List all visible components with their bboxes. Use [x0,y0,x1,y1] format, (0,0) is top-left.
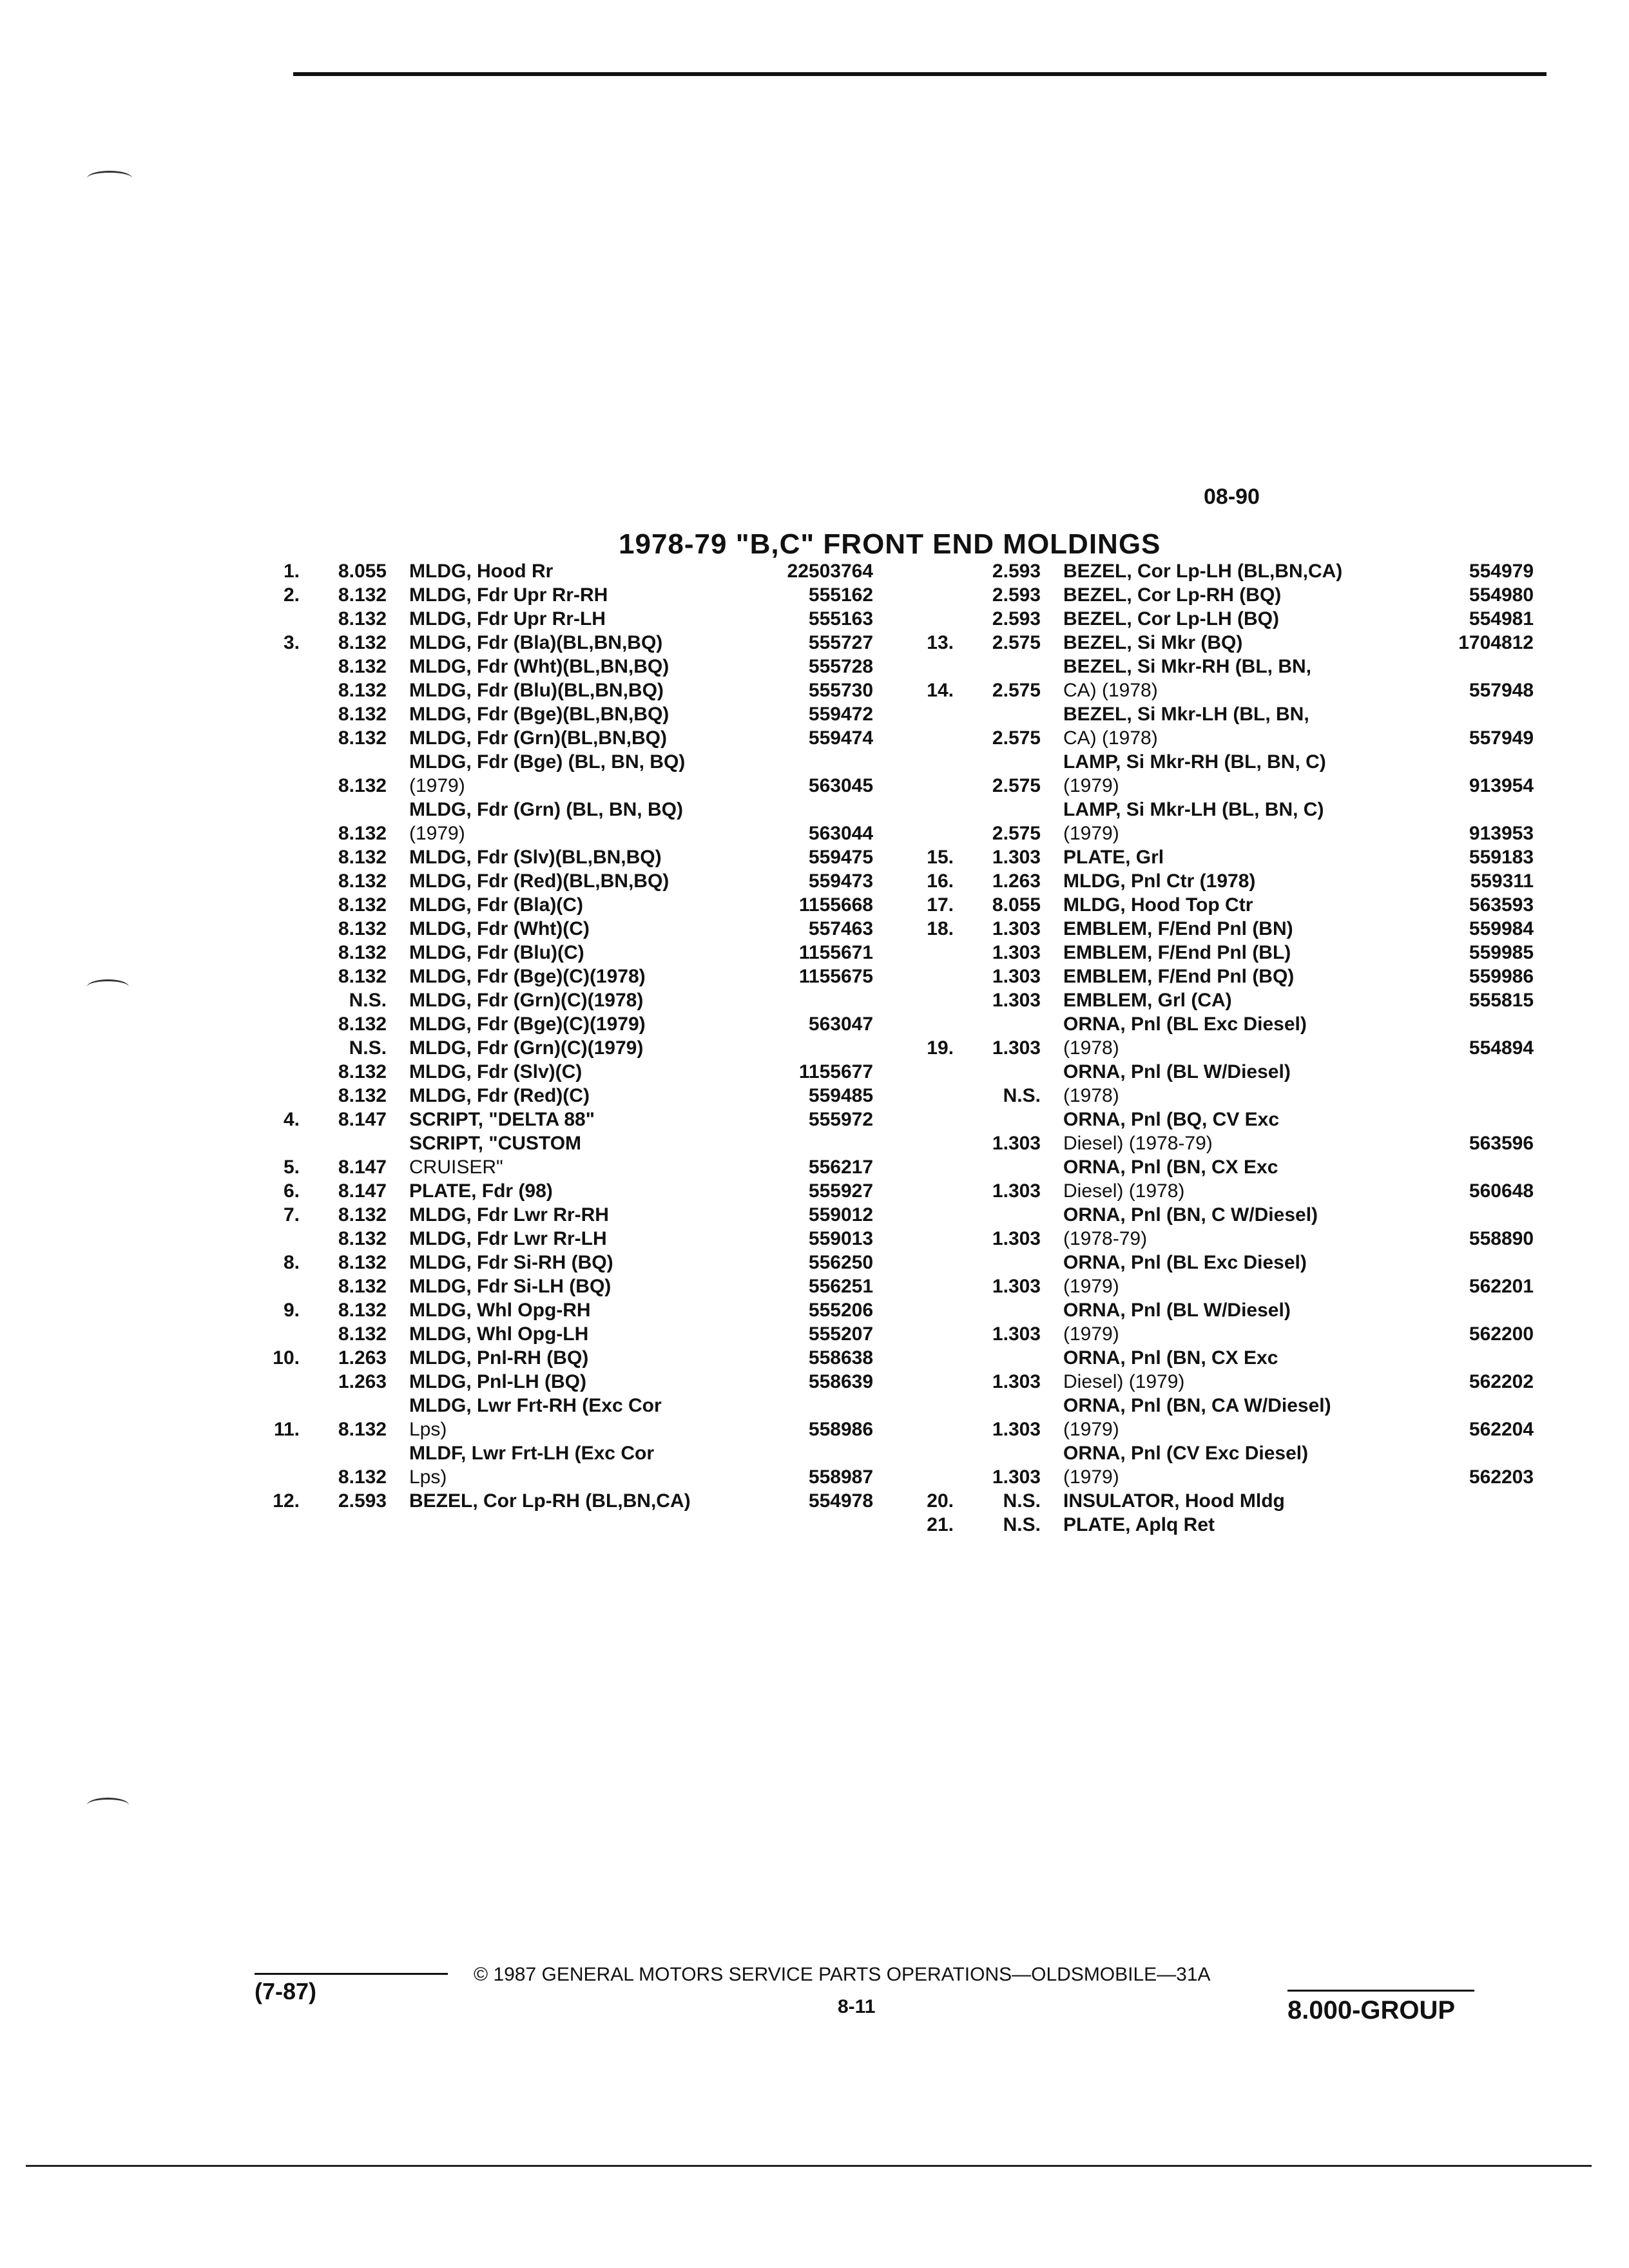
part-description: MLDG, Fdr (Wht)(C) [409,918,590,939]
parts-row [255,1108,873,1131]
group-number: 8.132 [338,894,387,916]
parts-row [255,798,873,845]
group-number: 8.132 [338,1466,387,1488]
parts-row [909,750,1534,798]
part-description-continued: CRUISER" [409,1157,503,1178]
part-description: MLDG, Pnl Ctr (1978) [1063,870,1256,892]
group-number: 8.132 [338,1014,387,1035]
ref-number: 1. [283,561,300,582]
group-number: 8.132 [338,656,387,677]
part-description: ORNA, Pnl (CV Exc Diesel) [1063,1443,1309,1464]
part-number: 559986 [1469,966,1534,987]
group-number: 8.132 [338,1323,387,1345]
part-number: 554979 [1469,561,1534,582]
parts-row [255,965,873,988]
part-number: 562204 [1469,1419,1534,1440]
group-number: 8.132 [338,823,387,844]
part-description: MLDG, Fdr (Grn)(C)(1978) [409,990,644,1011]
group-number: 8.147 [338,1109,387,1130]
group-number: 2.575 [992,680,1041,701]
part-number: 554894 [1469,1037,1534,1059]
parts-row [909,1251,1534,1298]
parts-row [255,1298,873,1322]
part-number: 559984 [1469,918,1534,939]
group-number: 1.303 [992,847,1041,868]
binder-hole-mark [87,1798,129,1812]
part-description: MLDG, Fdr (Bge)(BL,BN,BQ) [409,704,670,725]
part-description: EMBLEM, F/End Pnl (BQ) [1063,966,1295,987]
group-number: 2.575 [992,775,1041,796]
group-number: 1.303 [992,1276,1041,1297]
part-number: 562201 [1469,1276,1534,1297]
parts-row [909,583,1534,607]
part-description: MLDG, Fdr (Bge) (BL, BN, BQ) [409,751,686,773]
ref-number: 20. [927,1490,954,1512]
part-description: PLATE, Fdr (98) [409,1180,553,1202]
parts-row [909,1394,1534,1441]
part-description: MLDG, Lwr Frt-RH (Exc Cor [409,1395,662,1416]
group-number: 1.303 [992,1371,1041,1392]
parts-row [909,1513,1534,1537]
part-description-continued: Lps) [409,1466,447,1488]
part-number: 557948 [1469,680,1534,701]
part-number: 562200 [1469,1323,1534,1345]
part-number: 563593 [1469,894,1534,916]
parts-row [255,917,873,941]
parts-row [255,1227,873,1251]
part-description: MLDG, Fdr Si-RH (BQ) [409,1252,613,1273]
group-number: 8.132 [338,608,387,629]
part-number: 557949 [1469,727,1534,749]
ref-number: 21. [927,1514,954,1535]
group-label: 8.000-GROUP [1287,1996,1456,2024]
parts-row [255,1394,873,1441]
group-number: 8.132 [338,775,387,796]
part-number: 558987 [808,1466,873,1488]
part-number: 556251 [808,1276,873,1297]
part-description: SCRIPT, "CUSTOM [409,1133,582,1154]
part-number: 555815 [1469,990,1534,1011]
parts-row [909,988,1534,1012]
part-number: 563047 [808,1014,873,1035]
part-number: 558638 [808,1347,873,1369]
group-number: 8.132 [338,1204,387,1225]
part-description: MLDG, Fdr (Bla)(C) [409,894,583,916]
ref-number: 10. [273,1347,300,1369]
part-number: 559485 [808,1085,873,1106]
bottom-rule [26,2165,1592,2167]
part-description-continued: (1978-79) [1063,1228,1148,1249]
group-number: 8.132 [338,584,387,606]
part-description: ORNA, Pnl (BN, CX Exc [1063,1347,1278,1369]
part-description: ORNA, Pnl (BN, CX Exc [1063,1157,1278,1178]
part-description: MLDG, Fdr (Blu)(C) [409,942,584,963]
group-number: 8.132 [338,1085,387,1106]
group-number: 8.132 [338,1228,387,1249]
group-number: 8.132 [338,727,387,749]
parts-row [909,893,1534,917]
parts-row [255,1036,873,1060]
part-number: 554980 [1469,584,1534,606]
part-description: BEZEL, Cor Lp-RH (BL,BN,CA) [409,1490,691,1512]
top-rule [293,72,1547,76]
parts-row [255,750,873,798]
group-number: 8.132 [338,1061,387,1082]
group-number: 1.303 [992,1466,1041,1488]
part-number: 555927 [808,1180,873,1202]
parts-row [909,1203,1534,1251]
group-number: 2.575 [992,823,1041,844]
part-number: 559985 [1469,942,1534,963]
parts-row [909,631,1534,655]
part-number: 1155668 [798,894,873,916]
part-description-continued: CA) (1978) [1063,727,1158,749]
ref-number: 12. [273,1490,300,1512]
part-number: 555727 [808,632,873,653]
group-number: 8.132 [338,1419,387,1440]
part-description: MLDG, Whl Opg-LH [409,1323,589,1345]
part-description: BEZEL, Cor Lp-LH (BQ) [1063,608,1279,629]
part-description: MLDG, Pnl-LH (BQ) [409,1371,586,1392]
part-description: MLDG, Fdr (Grn)(BL,BN,BQ) [409,727,667,749]
parts-row [909,1012,1534,1060]
part-description: MLDG, Fdr (Bla)(BL,BN,BQ) [409,632,663,653]
part-number: 559311 [1470,870,1534,892]
part-description-continued: (1979) [1063,775,1119,796]
page-title: 1978-79 "B,C" FRONT END MOLDINGS [619,528,1161,560]
parts-row [255,1346,873,1370]
group-number: 1.263 [992,870,1041,892]
parts-row [255,1012,873,1036]
group-number: 8.132 [338,1252,387,1273]
parts-row [255,1203,873,1227]
part-description-continued: Diesel) (1978) [1063,1180,1185,1202]
part-number: 555972 [808,1109,873,1130]
binder-hole-mark [87,171,132,186]
group-number: 8.132 [338,1300,387,1321]
parts-row [255,1251,873,1274]
parts-row [909,559,1534,583]
part-number: 559013 [808,1228,873,1249]
ref-number: 7. [283,1204,300,1225]
parts-row [255,559,873,583]
part-number: 559474 [808,727,873,749]
part-description: MLDG, Fdr (Grn) (BL, BN, BQ) [409,799,683,820]
part-description: ORNA, Pnl (BL W/Diesel) [1063,1061,1291,1082]
parts-row [909,1060,1534,1108]
part-number: 555728 [808,656,873,677]
part-description: PLATE, Aplq Ret [1063,1514,1215,1535]
part-number: 556250 [808,1252,873,1273]
ref-number: 17. [927,894,954,916]
group-number: N.S. [349,1037,387,1059]
page-code: 08-90 [1204,485,1260,509]
part-number: 555206 [808,1300,873,1321]
part-description-continued: (1979) [1063,1323,1119,1345]
part-description: MLDF, Lwr Frt-LH (Exc Cor [409,1443,654,1464]
parts-row [909,798,1534,845]
part-description-continued: Diesel) (1978-79) [1063,1133,1213,1154]
part-number: 558986 [808,1419,873,1440]
part-number: 559012 [808,1204,873,1225]
part-description: MLDG, Pnl-RH (BQ) [409,1347,589,1369]
part-number: 1155671 [798,942,873,963]
part-description-continued: (1979) [409,823,465,844]
part-description-continued: Diesel) (1979) [1063,1371,1185,1392]
parts-row [255,1489,873,1513]
group-number: 8.132 [338,966,387,987]
ref-number: 11. [273,1419,300,1440]
part-description: MLDG, Fdr Si-LH (BQ) [409,1276,612,1297]
parts-row [909,917,1534,941]
part-description: ORNA, Pnl (BL Exc Diesel) [1063,1252,1307,1273]
group-number: N.S. [1003,1514,1041,1535]
group-number: 8.055 [992,894,1041,916]
ref-number: 6. [283,1180,300,1202]
copyright-notice: © 1987 GENERAL MOTORS SERVICE PARTS OPERATIONS—OLDSMOBILE—31A [474,1964,1211,1985]
part-description: MLDG, Fdr Upr Rr-RH [409,584,608,606]
part-description: MLDG, Fdr (Blu)(BL,BN,BQ) [409,680,664,701]
parts-row [909,1441,1534,1489]
group-number: 8.055 [338,561,387,582]
part-number: 557463 [808,918,873,939]
part-description-continued: (1978) [1063,1037,1119,1059]
part-number: 554981 [1469,608,1534,629]
part-description: ORNA, Pnl (BN, C W/Diesel) [1063,1204,1318,1225]
part-description-continued: Lps) [409,1419,447,1440]
page-number: 8-11 [838,1996,876,2017]
parts-row [255,1370,873,1394]
part-number: 913953 [1469,823,1534,844]
parts-row [255,1322,873,1346]
part-number: 563596 [1469,1133,1534,1154]
part-description: SCRIPT, "DELTA 88" [409,1109,595,1130]
group-number: 1.263 [338,1371,387,1392]
group-number: 2.593 [992,584,1041,606]
parts-row [255,655,873,678]
part-description: MLDG, Fdr (Grn)(C)(1979) [409,1037,644,1059]
part-number: 1155677 [798,1061,873,1082]
part-description-continued: (1979) [1063,823,1119,844]
part-number: 558890 [1469,1228,1534,1249]
part-description-continued: (1979) [1063,1276,1119,1297]
part-description: ORNA, Pnl (BQ, CV Exc [1063,1109,1280,1130]
parts-row [255,988,873,1012]
part-description: LAMP, Si Mkr-RH (BL, BN, C) [1063,751,1326,773]
group-number: 8.132 [338,680,387,701]
parts-row [909,965,1534,988]
parts-row [255,583,873,607]
parts-row [909,1346,1534,1394]
part-description: MLDG, Fdr (Wht)(BL,BN,BQ) [409,656,670,677]
part-number: 1155675 [798,966,873,987]
part-description: ORNA, Pnl (BL W/Diesel) [1063,1300,1291,1321]
part-description: BEZEL, Cor Lp-RH (BQ) [1063,584,1282,606]
parts-row [909,1155,1534,1203]
revision-code: (7-87) [255,1978,317,2004]
parts-row [909,607,1534,631]
group-number: 8.132 [338,632,387,653]
parts-row [255,941,873,965]
group-number: 2.593 [992,561,1041,582]
part-description: MLDG, Whl Opg-RH [409,1300,591,1321]
part-description: MLDG, Fdr (Slv)(C) [409,1061,583,1082]
part-description-continued: (1979) [1063,1419,1119,1440]
ref-number: 3. [283,632,300,653]
group-number: 8.132 [338,847,387,868]
group-number: 8.147 [338,1180,387,1202]
parts-row [255,845,873,869]
part-description: PLATE, Grl [1063,847,1164,868]
part-description: EMBLEM, F/End Pnl (BL) [1063,942,1291,963]
part-description: MLDG, Hood Rr [409,561,554,582]
part-description: MLDG, Fdr (Bge)(C)(1979) [409,1014,646,1035]
part-description: MLDG, Fdr Lwr Rr-RH [409,1204,609,1225]
part-number: 559475 [808,847,873,868]
parts-list-left [255,559,873,1513]
parts-row [909,655,1534,702]
ref-number: 4. [283,1109,300,1130]
part-number: 555163 [808,608,873,629]
parts-row [909,845,1534,869]
ref-number: 15. [927,847,954,868]
part-number: 559473 [808,870,873,892]
parts-row [255,893,873,917]
ref-number: 8. [283,1252,300,1273]
part-number: 555207 [808,1323,873,1345]
part-description: BEZEL, Si Mkr-LH (BL, BN, [1063,704,1309,725]
group-number: 2.575 [992,727,1041,749]
part-description-continued: (1978) [1063,1085,1119,1106]
part-description: MLDG, Fdr (Slv)(BL,BN,BQ) [409,847,662,868]
ref-number: 14. [927,680,954,701]
group-number: 8.147 [338,1157,387,1178]
part-description: MLDG, Fdr (Red)(BL,BN,BQ) [409,870,670,892]
part-description: MLDG, Fdr Upr Rr-LH [409,608,606,629]
part-number: 556217 [808,1157,873,1178]
parts-row [909,1108,1534,1155]
group-number: 8.132 [338,1276,387,1297]
group-number: 8.132 [338,918,387,939]
parts-row [255,678,873,702]
ref-number: 18. [927,918,954,939]
part-description: EMBLEM, Grl (CA) [1063,990,1232,1011]
group-number: 8.132 [338,942,387,963]
part-number: 22503764 [787,561,873,582]
parts-row [909,1489,1534,1513]
part-number: 554978 [808,1490,873,1512]
group-number: 1.303 [992,966,1041,987]
part-description: LAMP, Si Mkr-LH (BL, BN, C) [1063,799,1324,820]
group-number: 2.593 [338,1490,387,1512]
group-number: 1.303 [992,990,1041,1011]
parts-row [909,1298,1534,1346]
part-description: MLDG, Fdr (Red)(C) [409,1085,590,1106]
group-number: N.S. [1003,1490,1041,1512]
part-description: BEZEL, Si Mkr (BQ) [1063,632,1243,653]
part-number: 559472 [808,704,873,725]
part-description-continued: (1979) [1063,1466,1119,1488]
part-description: MLDG, Hood Top Ctr [1063,894,1253,916]
parts-row [255,1441,873,1489]
group-number: 1.303 [992,1228,1041,1249]
part-description: EMBLEM, F/End Pnl (BN) [1063,918,1293,939]
group-number: 1.263 [338,1347,387,1369]
part-number: 562202 [1469,1371,1534,1392]
parts-list-right [909,559,1534,1537]
parts-row [255,1179,873,1203]
ref-number: 9. [283,1300,300,1321]
part-description: MLDG, Fdr Lwr Rr-LH [409,1228,607,1249]
group-number: 1.303 [992,1037,1041,1059]
part-description: MLDG, Fdr (Bge)(C)(1978) [409,966,646,987]
parts-row [255,1131,873,1179]
parts-row [255,726,873,750]
parts-row [255,702,873,726]
parts-row [255,607,873,631]
group-number: 2.575 [992,632,1041,653]
group-number: 1.303 [992,942,1041,963]
parts-row [255,631,873,655]
group-number: 1.303 [992,1180,1041,1202]
group-number: N.S. [1003,1085,1041,1106]
part-number: 562203 [1469,1466,1534,1488]
ref-number: 19. [927,1037,954,1059]
ref-number: 16. [927,870,954,892]
part-description-continued: CA) (1978) [1063,680,1158,701]
ref-number: 5. [283,1157,300,1178]
group-number: 2.593 [992,608,1041,629]
binder-hole-mark [87,979,129,994]
part-number: 1704812 [1458,632,1534,653]
part-description: ORNA, Pnl (BN, CA W/Diesel) [1063,1395,1331,1416]
parts-row [255,1084,873,1108]
parts-row [255,869,873,893]
part-number: 555730 [808,680,873,701]
ref-number: 13. [927,632,954,653]
group-number: N.S. [349,990,387,1011]
ref-number: 2. [283,584,300,606]
parts-row [909,941,1534,965]
part-number: 563044 [808,823,873,844]
group-number: 1.303 [992,1323,1041,1345]
part-description: ORNA, Pnl (BL Exc Diesel) [1063,1014,1307,1035]
part-number: 913954 [1469,775,1534,796]
part-number: 555162 [808,584,873,606]
part-description-continued: (1979) [409,775,465,796]
parts-row [909,869,1534,893]
parts-row [909,702,1534,750]
part-description: BEZEL, Cor Lp-LH (BL,BN,CA) [1063,561,1343,582]
group-number: 8.132 [338,870,387,892]
part-number: 560648 [1469,1180,1534,1202]
group-number: 1.303 [992,1133,1041,1154]
part-description: BEZEL, Si Mkr-RH (BL, BN, [1063,656,1312,677]
group-number: 8.132 [338,704,387,725]
part-number: 559183 [1469,847,1534,868]
parts-row [255,1274,873,1298]
group-number: 1.303 [992,1419,1041,1440]
part-number: 558639 [808,1371,873,1392]
group-number: 1.303 [992,918,1041,939]
part-number: 563045 [808,775,873,796]
part-description: INSULATOR, Hood Mldg [1063,1490,1285,1512]
parts-row [255,1060,873,1084]
